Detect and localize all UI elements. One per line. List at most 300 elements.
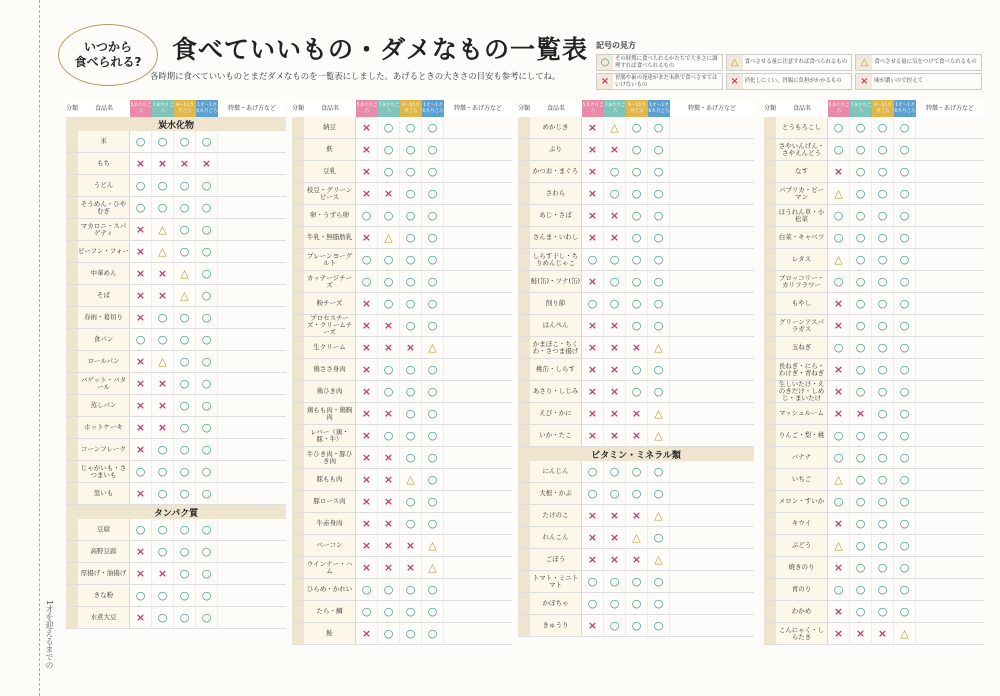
stage-symbol: ○ [626,483,648,504]
table-row [764,183,984,205]
food-name: めかじき [530,117,582,138]
row-category [66,483,78,504]
stage-symbol: ○ [648,461,670,482]
food-note [670,381,754,402]
stage-symbol: ○ [378,117,400,138]
row-category [66,585,78,606]
food-note [218,607,286,628]
stage-symbol: ○ [828,139,850,160]
stage-symbol: ○ [648,615,670,636]
stage-symbol: △ [378,227,400,248]
stage-symbol: ○ [196,607,218,628]
table-row [292,139,512,161]
stage-symbol: ○ [152,519,174,540]
row-category [66,219,78,240]
food-note [670,505,754,526]
stage-symbol: × [196,153,218,174]
table-row [292,161,512,183]
food-note [444,623,512,644]
food-name: じゃがいも・さつまいも [78,461,130,482]
stage-symbol: ○ [196,461,218,482]
table-row [764,425,984,447]
row-category [518,483,530,504]
stage-symbol: × [130,307,152,328]
stage-symbol: ○ [130,461,152,482]
food-note [444,227,512,248]
stage-symbol: ○ [872,117,894,138]
stage-symbol: × [828,359,850,380]
stage-symbol: × [872,623,894,644]
table-row [292,249,512,271]
stage-symbol: × [356,491,378,512]
food-note [916,227,984,248]
stage-symbol: △ [174,263,196,284]
stage-symbol: ○ [626,249,648,270]
food-name: さわら [530,183,582,204]
stage-symbol: ○ [400,381,422,402]
row-category [764,161,776,182]
food-name: 麩 [304,139,356,160]
stage-symbol: ○ [626,381,648,402]
stage-symbol: ○ [422,447,444,468]
row-category [764,271,776,292]
stage-symbol: ○ [152,307,174,328]
stage-symbol: ○ [196,541,218,562]
table-column [518,100,754,637]
stage-symbol: × [378,491,400,512]
stage-symbol: × [356,227,378,248]
stage-symbol: ○ [872,271,894,292]
food-note [670,117,754,138]
stage-symbol: ○ [828,425,850,446]
food-name: にんじん [530,461,582,482]
food-note [670,227,754,248]
stage-symbol: ○ [174,219,196,240]
row-category [518,271,530,292]
row-category [518,571,530,592]
row-category [66,607,78,628]
stage-symbol: ○ [872,513,894,534]
food-note [444,403,512,424]
stage-symbol: ○ [894,469,916,490]
table-row [518,505,754,527]
stage-symbol: △ [648,549,670,570]
stage-symbol: ○ [400,491,422,512]
row-category [292,139,304,160]
stage-symbol: ○ [378,161,400,182]
header-a4: 1才〜1才6カ月ごろ [894,100,916,117]
table-row [292,227,512,249]
food-name: 鶏ひき肉 [304,381,356,402]
stage-symbol: × [378,337,400,358]
stage-symbol: ○ [196,351,218,372]
page-title: 食べていいもの・ダメなもの一覧表 [172,35,589,64]
table-row [764,601,984,623]
stage-symbol: ○ [356,579,378,600]
stage-symbol: × [626,549,648,570]
food-name: 鶏ささ身肉 [304,359,356,380]
food-note [916,469,984,490]
row-category [292,557,304,578]
stage-symbol: ○ [894,227,916,248]
row-category [518,227,530,248]
stage-symbol: △ [828,183,850,204]
table-row [764,623,984,645]
stage-symbol: ○ [378,425,400,446]
stage-symbol: ○ [894,205,916,226]
stage-symbol: ○ [648,183,670,204]
row-category [66,153,78,174]
table-row [764,381,984,403]
food-name: 豚ロース肉 [304,491,356,512]
header-a1: 5,6カ月ごろ [130,100,152,117]
stage-symbol: ○ [400,293,422,314]
row-category [518,183,530,204]
stage-symbol: ○ [648,117,670,138]
stage-symbol: × [356,359,378,380]
stage-symbol: × [582,615,604,636]
table-row [518,461,754,483]
stage-symbol: ○ [196,307,218,328]
row-category [66,439,78,460]
row-category [66,461,78,482]
stage-symbol: ○ [378,623,400,644]
table-row [292,469,512,491]
stage-symbol: ○ [196,131,218,152]
food-note [218,585,286,606]
food-note [444,381,512,402]
legend-text: 食べさせる量に気をつけて食べられるもの [874,59,977,66]
stage-symbol: △ [152,351,174,372]
stage-symbol: ○ [400,601,422,622]
stage-symbol: ○ [872,359,894,380]
stage-symbol: ○ [604,461,626,482]
table-row [764,491,984,513]
row-category [518,161,530,182]
stage-symbol: ○ [626,615,648,636]
stage-symbol: ○ [378,205,400,226]
stage-symbol: ○ [378,271,400,292]
row-category [764,425,776,446]
food-note [670,593,754,614]
stage-symbol: ○ [152,175,174,196]
table-row [518,227,754,249]
row-category [518,117,530,138]
row-category [292,205,304,226]
table-row [66,541,286,563]
stage-symbol: ○ [828,447,850,468]
stage-symbol: △ [828,535,850,556]
stage-symbol: × [604,505,626,526]
stage-symbol: ○ [152,585,174,606]
food-note [444,117,512,138]
stage-symbol: △ [648,425,670,446]
row-category [66,329,78,350]
food-name: パプリカ・ピーマン [776,183,828,204]
stage-symbol: △ [894,623,916,644]
stage-symbol: ○ [356,601,378,622]
food-note [670,549,754,570]
food-note [444,183,512,204]
stage-symbol: ○ [850,535,872,556]
badge-text: いつから 食べられる? [74,40,142,69]
food-note [444,359,512,380]
stage-symbol: ○ [174,197,196,218]
row-category [764,579,776,600]
header-name: 食品名 [78,100,130,117]
stage-symbol: ○ [174,329,196,350]
table-row [518,527,754,549]
row-category [66,197,78,218]
food-name: かぼちゃ [530,593,582,614]
table-row [764,513,984,535]
stage-symbol: ○ [196,417,218,438]
stage-symbol: ○ [894,513,916,534]
stage-symbol: ○ [422,205,444,226]
table-row [292,535,512,557]
table-row [764,315,984,337]
stage-symbol: ○ [648,315,670,336]
stage-symbol: ○ [626,205,648,226]
stage-symbol: × [400,557,422,578]
food-note [218,131,286,152]
row-category [764,557,776,578]
legend-text: 食べさせる量に注意すれば食べられるもの [744,59,848,66]
stage-symbol: ○ [422,117,444,138]
legend-item [596,73,723,90]
stage-symbol: × [604,139,626,160]
row-category [518,139,530,160]
stage-symbol: × [604,315,626,336]
food-note [916,359,984,380]
stage-symbol: × [582,227,604,248]
row-category [66,395,78,416]
table-row [292,183,512,205]
spine-text: 1才を迎えるまでの [45,600,54,670]
food-name: こんにゃく・しらたき [776,623,828,644]
food-note [670,571,754,592]
stage-symbol: ○ [894,447,916,468]
table-row [66,585,286,607]
food-name: コーンフレーク [78,439,130,460]
stage-symbol: ○ [850,205,872,226]
row-category [764,601,776,622]
row-category [66,263,78,284]
stage-symbol: ○ [152,329,174,350]
food-note [218,373,286,394]
stage-symbol: △ [174,285,196,306]
food-name: 削り節 [530,293,582,314]
food-name: 卵・うずら卵 [304,205,356,226]
stage-symbol: △ [604,117,626,138]
header-a2: 7,8カ月ごろ [152,100,174,117]
stage-symbol: ○ [174,307,196,328]
food-note [444,601,512,622]
food-name: ホットケーキ [78,417,130,438]
table-row [66,351,286,373]
section-heading: タンパク質 [66,505,286,519]
stage-symbol: ○ [648,271,670,292]
stage-symbol: ○ [648,205,670,226]
stage-symbol: ○ [400,205,422,226]
table-row [764,139,984,161]
stage-symbol: △ [828,469,850,490]
stage-symbol: ○ [850,139,872,160]
table-row [292,513,512,535]
stage-symbol: ○ [422,293,444,314]
stage-symbol: ○ [422,381,444,402]
food-name: 牛赤身肉 [304,513,356,534]
section-heading: 炭水化物 [66,117,286,131]
stage-symbol: ○ [422,359,444,380]
row-category [66,373,78,394]
table-row [764,227,984,249]
stage-symbol: ○ [196,395,218,416]
food-note [218,285,286,306]
table-row [66,153,286,175]
table-row [292,601,512,623]
stage-symbol: ○ [894,579,916,600]
food-note [670,337,754,358]
table-row [518,139,754,161]
stage-symbol: ○ [604,183,626,204]
legend-item [855,73,982,90]
stage-symbol: ○ [174,395,196,416]
table-row [292,491,512,513]
stage-symbol: ○ [174,519,196,540]
header-a1: 5,6カ月ごろ [582,100,604,117]
stage-symbol: ○ [400,315,422,336]
header-note: 特徴・あげ方など [916,100,984,117]
stage-symbol: ○ [196,285,218,306]
stage-symbol: ○ [582,461,604,482]
stage-symbol: ○ [894,403,916,424]
food-note [916,557,984,578]
row-category [292,183,304,204]
food-name: 生クリーム [304,337,356,358]
food-note [444,293,512,314]
row-category [292,315,304,336]
stage-symbol: × [356,535,378,556]
stage-symbol: ○ [174,563,196,584]
stage-symbol: × [130,541,152,562]
stage-symbol: × [378,469,400,490]
food-name: 鮭 [304,623,356,644]
row-category [518,249,530,270]
table-header [764,100,984,117]
stage-symbol: × [850,403,872,424]
stage-symbol: × [378,557,400,578]
stage-symbol: ○ [130,197,152,218]
table-row [518,249,754,271]
row-category [518,337,530,358]
stage-symbol: ○ [872,161,894,182]
stage-symbol: × [356,161,378,182]
stage-symbol: ○ [152,197,174,218]
stage-symbol: ○ [648,293,670,314]
stage-symbol: ○ [378,579,400,600]
table-row [66,241,286,263]
stage-symbol: ○ [850,337,872,358]
row-category [764,139,776,160]
food-note [670,527,754,548]
stage-symbol: ○ [356,271,378,292]
stage-symbol: ○ [626,315,648,336]
food-name: 水煮大豆 [78,607,130,628]
stage-symbol: × [828,161,850,182]
table-row [518,315,754,337]
stage-symbol: ○ [422,601,444,622]
food-name: ブロッコリー・カリフラワー [776,271,828,292]
stage-symbol: ○ [604,271,626,292]
row-category [764,293,776,314]
stage-symbol: ○ [872,601,894,622]
stage-symbol: × [582,549,604,570]
table-row [764,293,984,315]
food-note [444,271,512,292]
food-note [916,183,984,204]
row-category [518,461,530,482]
food-name: たら・鯛 [304,601,356,622]
stage-symbol: ○ [400,623,422,644]
table-row [764,469,984,491]
food-note [444,315,512,336]
food-name: マカロニ・スパゲティ [78,219,130,240]
stage-symbol: ○ [400,161,422,182]
stage-symbol: × [626,403,648,424]
stage-symbol: × [604,403,626,424]
food-note [218,307,286,328]
row-category [518,425,530,446]
food-name: かまぼこ・ちくわ・さつま揚げ [530,337,582,358]
table-row [292,623,512,645]
stage-symbol: ○ [152,607,174,628]
table-column [292,100,512,645]
food-name: 蒸しパン [78,395,130,416]
legend-symbol: × [856,74,872,89]
food-note [916,535,984,556]
food-name: ひらめ・かれい [304,579,356,600]
stage-symbol: × [378,447,400,468]
stage-symbol: ○ [604,593,626,614]
food-name: さやいんげん・さやえんどう [776,139,828,160]
stage-symbol: × [152,263,174,284]
stage-symbol: ○ [872,447,894,468]
table-row [518,183,754,205]
table-row [66,175,286,197]
table-column [66,100,286,629]
row-category [66,351,78,372]
stage-symbol: × [582,183,604,204]
food-note [670,359,754,380]
food-note [670,403,754,424]
stage-symbol: ○ [130,131,152,152]
stage-symbol: ○ [422,403,444,424]
food-note [916,381,984,402]
stage-symbol: ○ [872,535,894,556]
row-category [764,403,776,424]
stage-symbol: ○ [872,557,894,578]
legend [596,40,982,90]
stage-symbol: ○ [850,249,872,270]
food-name: いか・たこ [530,425,582,446]
stage-symbol: ○ [196,175,218,196]
row-category [518,505,530,526]
table-row [292,117,512,139]
stage-symbol: × [130,351,152,372]
row-category [292,271,304,292]
food-note [670,161,754,182]
